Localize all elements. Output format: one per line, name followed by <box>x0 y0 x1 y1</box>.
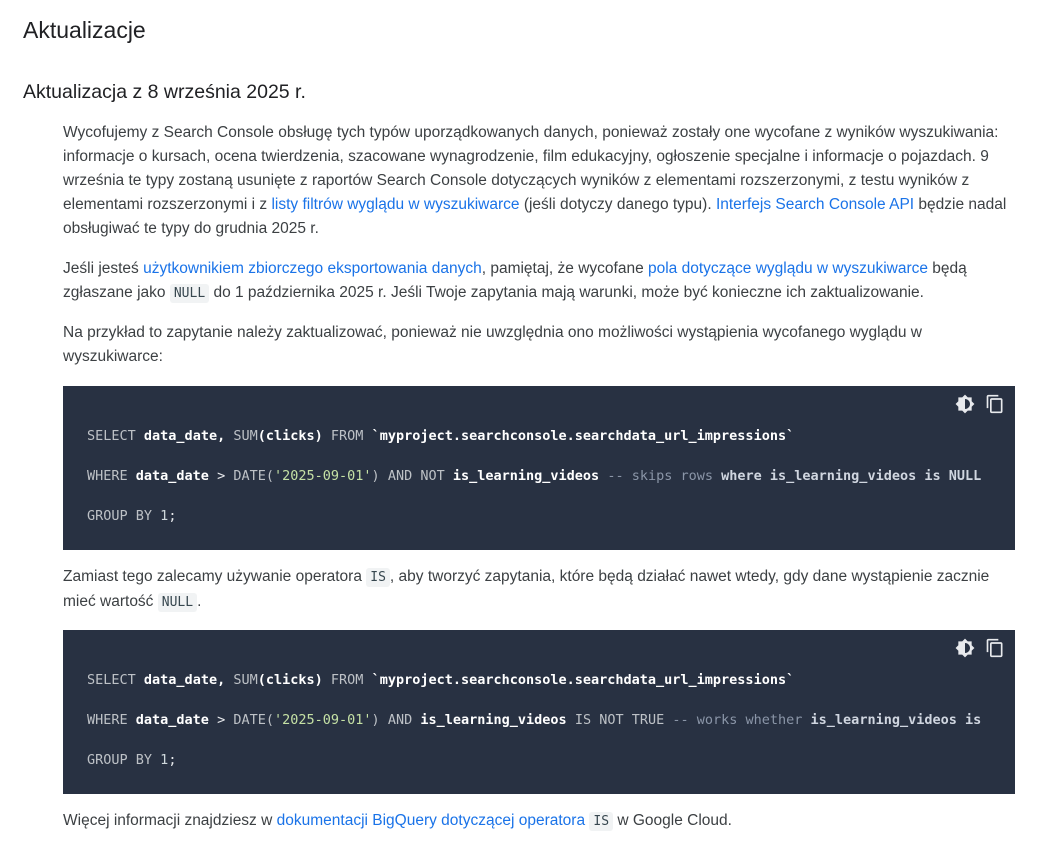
text: (jeśli dotyczy danego typu). <box>519 196 716 213</box>
inline-code-null: NULL <box>158 593 197 612</box>
text: . <box>197 593 202 610</box>
inline-code-is: IS <box>366 568 390 587</box>
code-line: GROUP BY 1; <box>87 508 177 524</box>
paragraph-example-intro <box>63 321 1025 369</box>
text: , aby tworzyć zapytania, które będą działać nawet wtedy, gdy dane wystąpienie zacznie mieć wartość <box>63 568 990 610</box>
inline-code-null: NULL <box>170 284 209 303</box>
link-search-appearance-filters[interactable]: listy filtrów wyglądu w wyszukiwarce <box>271 196 520 213</box>
code-line: SELECT data_date, SUM(clicks) FROM `myproject.searchconsole.searchdata_url_impressions` <box>87 672 795 688</box>
text: Zamiast tego zalecamy używanie operatora <box>63 568 367 585</box>
paragraph-more-info <box>63 809 1025 834</box>
link-search-appearance-fields[interactable]: pola dotyczące wyglądu w wyszukiwarce <box>648 260 928 277</box>
code-text <box>87 416 981 536</box>
link-text: dokumentacji BigQuery dotyczącej operatora <box>276 812 586 829</box>
code-block-after <box>63 630 1015 794</box>
link-bulk-export-user[interactable]: użytkownikiem zbiorczego eksportowania danych <box>143 260 482 277</box>
brightness-icon[interactable] <box>953 392 977 416</box>
link-search-console-api[interactable]: Interfejs Search Console API <box>715 196 915 213</box>
text: , pamiętaj, że wycofane <box>481 260 648 277</box>
section-title: Aktualizacja z 8 września 2025 r. <box>23 81 306 103</box>
text: Na przykład to zapytanie należy zaktualizować, ponieważ nie uwzględnia ono możliwości wystąpienia wycofanego wyglądu w wyszukiwarce: <box>63 324 922 365</box>
code-line: WHERE data_date > DATE('2025-09-01') AND NOT is_learning_videos -- skips rows where is_learning_videos is NULL <box>87 468 982 484</box>
text: do 1 października 2025 r. Jeśli Twoje zapytania mają warunki, może być konieczne ich zaktualizowanie. <box>209 284 924 301</box>
code-block-before <box>63 386 1015 550</box>
paragraph-bulk-export <box>63 257 1025 306</box>
code-toolbar <box>953 636 1007 660</box>
text: będzie nadal obsługiwać te typy do grudnia 2025 r. <box>63 196 1007 237</box>
text: Więcej informacji znajdziesz w <box>63 812 277 829</box>
text: Jeśli jesteś <box>63 260 144 277</box>
text: w Google Cloud. <box>613 812 732 829</box>
copy-icon[interactable] <box>983 636 1007 660</box>
code-toolbar <box>953 392 1007 416</box>
code-line: GROUP BY 1; <box>87 752 177 768</box>
paragraph-recommendation <box>63 565 1025 615</box>
code-text <box>87 660 981 780</box>
code-line: WHERE data_date > DATE('2025-09-01') AND is_learning_videos IS NOT TRUE -- works whether is_learning_videos is <box>87 712 982 728</box>
paragraph-deprecation <box>63 121 1025 241</box>
text: Wycofujemy z Search Console obsługę tych typów uporządkowanych danych, ponieważ zostały one wycofane z wyników wyszukiwania: informacje o kursach, ocena twierdzenia, szacowane wynagrodzenie, film edukacyjny, ogłoszenie specjalne i informacje o pojazdach. 9 września te typy zostaną usunięte z raportów Search Console dotyczących wyników z elementami rozszerzonymi, z testu wyników z elementami rozszerzonymi i z <box>63 124 999 213</box>
copy-icon[interactable] <box>983 392 1007 416</box>
text: będą zgłaszane jako <box>63 260 967 301</box>
code-line: SELECT data_date, SUM(clicks) FROM `myproject.searchconsole.searchdata_url_impressions` <box>87 428 795 444</box>
page-title: Aktualizacje <box>23 17 146 43</box>
inline-code-is: IS <box>589 812 613 831</box>
link-bigquery-docs[interactable] <box>277 812 613 829</box>
brightness-icon[interactable] <box>953 636 977 660</box>
